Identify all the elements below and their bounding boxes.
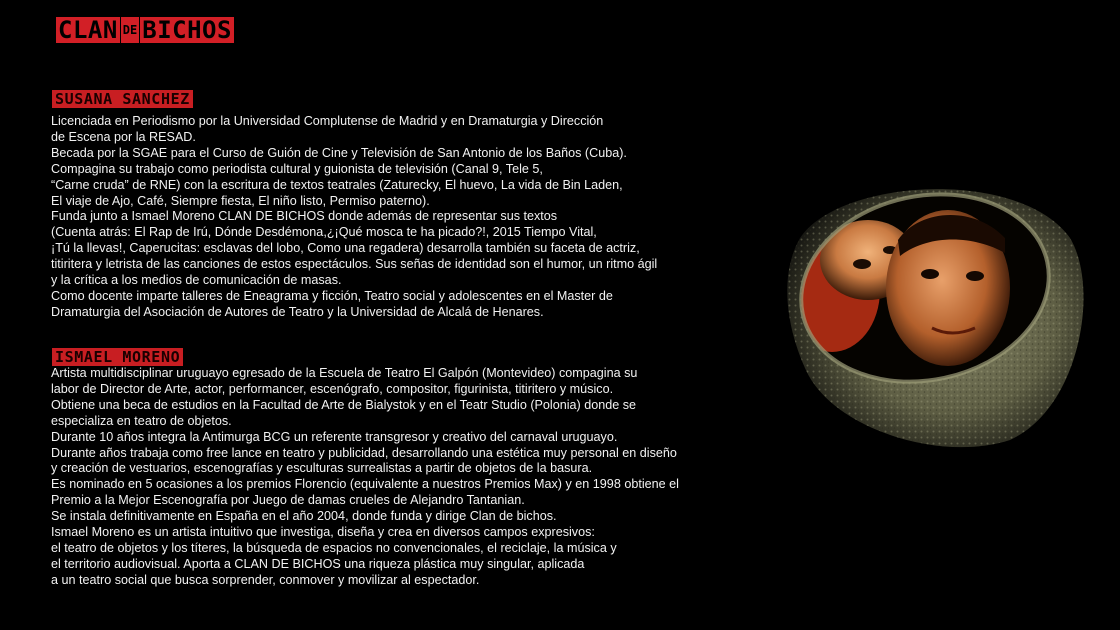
bio-line: Durante años trabaja como free lance en teatro y publicidad, desarrollando una estética muy personal en diseño [51,445,677,460]
clan-de-bichos-logo [56,16,234,44]
bio-line: Durante 10 años integra la Antimurga BCG un referente transgresor y creativo del carnaval uruguayo. [51,429,618,444]
bio-line: Es nominado en 5 ocasiones a los premios Florencio (equivalente a nuestros Premios Max) y en 1998 obtiene el [51,477,679,492]
bio-line: Premio a la Mejor Escenografía por Juego de damas crueles de Alejandro Tantanian. [51,493,525,508]
bio-line: Compagina su trabajo como periodista cultural y guionista de televisión (Canal 9, Tele 5, [51,161,543,176]
bio-line: El viaje de Ajo, Café, Siempre fiesta, El niño listo, Permiso paterno). [51,193,430,208]
bio-line: Artista multidisciplinar uruguayo egresado de la Escuela de Teatro El Galpón (Montevideo) compagina su [51,366,638,380]
bio-line: Dramaturgia del Asociación de Autores de Teatro y la Universidad de Alcalá de Henares. [51,304,544,319]
bio-ismael-moreno [51,366,731,589]
bio-line: a un teatro social que busca sorprender, conmover y movilizar al espectador. [51,572,480,587]
section-title-susana-sanchez: SUSANA SANCHEZ [52,90,193,108]
bio-line: de Escena por la RESAD. [51,129,196,144]
portrait-photo [770,178,1090,448]
bio-line: (Cuenta atrás: El Rap de Irú, Dónde Desdémona,¿¡Qué mosca te ha picado?!, 2015 Tiempo Vital, [51,225,597,240]
bio-line: el teatro de objetos y los títeres, la búsqueda de espacios no convencionales, el reciclaje, la música y [51,540,617,555]
logo-word-de: DE [121,17,139,43]
bio-line: Obtiene una beca de estudios en la Facultad de Arte de Bialystok y en el Teatr Studio (Polonia) donde se [51,397,637,412]
bio-line: Ismael Moreno es un artista intuitivo que investiga, diseña y crea en diversos campos expresivos: [51,525,595,540]
bio-line: el territorio audiovisual. Aporta a CLAN DE BICHOS una riqueza plástica muy singular, aplicada [51,556,585,571]
bio-line: Como docente imparte talleres de Eneagrama y ficción, Teatro social y adolescentes en el Master de [51,288,613,303]
bio-line: “Carne cruda” de RNE) con la escritura de textos teatrales (Zaturecky, El huevo, La vida de Bin Laden, [51,177,623,192]
bio-line: Funda junto a Ismael Moreno CLAN DE BICHOS donde además de representar sus textos [51,209,558,224]
bio-line: ¡Tú la llevas!, Caperucitas: esclavas del lobo, Como una regadera) desarrolla también su faceta de actriz, [51,241,640,256]
bio-line: y la crítica a los medios de comunicación de masas. [51,273,342,288]
section-title-ismael-moreno: ISMAEL MORENO [52,348,183,366]
logo-word-bichos: BICHOS [142,16,232,44]
bio-susana-sanchez [51,114,731,321]
bio-line: Licenciada en Periodismo por la Universidad Complutense de Madrid y en Dramaturgia y Dirección [51,114,604,128]
logo-word-clan: CLAN [58,16,118,44]
bio-line: Becada por la SGAE para el Curso de Guión de Cine y Televisión de San Antonio de los Baños (Cuba). [51,145,627,160]
bio-line: especializa en teatro de objetos. [51,413,232,428]
bio-line: y creación de vestuarios, escenografías y esculturas surrealistas a partir de objetos de la basura. [51,461,593,476]
bio-line: Se instala definitivamente en España en el año 2004, donde funda y dirige Clan de bichos. [51,509,557,524]
bio-line: labor de Director de Arte, actor, performancer, escenógrafo, compositor, figurinista, titiritero y músico. [51,381,614,396]
bio-line: titiritera y letrista de las canciones de estos espectáculos. Sus señas de identidad son el humor, un ritmo ágil [51,257,658,272]
